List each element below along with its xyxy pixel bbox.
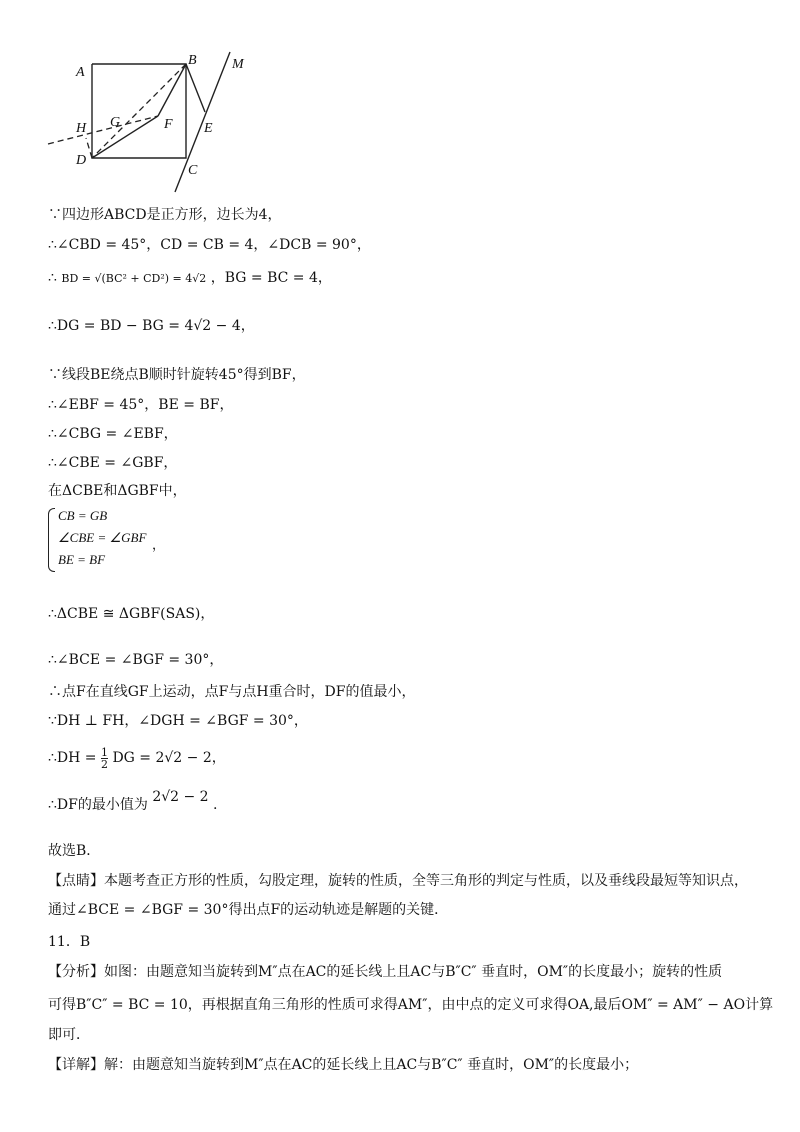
proof-line: ∵线段BE绕点B顺时针旋转45°得到BF， [48,367,306,383]
left-brace [48,508,55,572]
label-b: B [188,53,197,68]
fraction-numerator: 1 [100,745,108,759]
proof-line: ∴∠BCE = ∠BGF = 30°， [48,652,224,668]
label-f: F [164,117,173,132]
label-d: D [76,153,87,168]
system-row: CB = GB [58,508,108,523]
dashed-bd [92,64,186,158]
segment-bf [158,64,186,116]
proof-line: ∴点F在直线GF上运动，点F与点H重合时，DF的值最小， [48,684,416,700]
bd-formula: BD = √(BC² + CD²) = 4√2 [61,272,207,285]
therefore-symbol: ∴ [48,270,57,286]
segment-be [186,64,205,112]
df-min-value: 2√2 − 2 [152,789,209,805]
dh-value: DG = 2√2 − 2， [112,750,226,766]
period: . [213,797,218,813]
proof-line [48,268,332,289]
dashed-dh [86,138,92,158]
system-row: BE = BF [58,552,106,567]
proof-line: ∴∠CBE = ∠GBF， [48,455,178,471]
segment-df [92,116,158,158]
line-cm [175,52,230,192]
proof-line: 在ΔCBE和ΔGBF中， [48,483,187,499]
solution-line: 【详解】解：由题意知当旋转到M″点在AC的延长线上且AC与B″C″ 垂直时，OM″的长度最小； [48,1057,639,1073]
label-a: A [76,65,85,80]
proof-line [48,789,218,815]
label-g: G [110,115,121,130]
proof-line [48,744,226,772]
analysis-line: 【分析】如图：由题意知当旋转到M″点在AC的延长线上且AC与B″C″ 垂直时，OM″的长度最小；旋转的性质 [48,964,723,980]
label-h: H [76,121,87,136]
proof-line: ∴ΔCBE ≅ ΔGBF(SAS)， [48,606,215,622]
geometry-figure [40,46,260,196]
label-c: C [188,163,198,178]
label-e: E [204,121,213,136]
proof-line: ∴∠CBG = ∠EBF， [48,426,178,442]
analysis-line: 可得B″C″ = BC = 10，再根据直角三角形的性质可求得AM″，由中点的定义可求得OA,最后OM″ = AM″ − AO计算 [48,997,774,1013]
system-row: ∠CBE = ∠GBF [58,530,147,545]
bg-equation: ，BG = BC = 4， [210,270,332,286]
question-number: 11．B [48,934,91,950]
system-comma: ， [152,537,166,552]
answer-line: 故选B． [48,843,101,859]
comment-line: 通过∠BCE = ∠BGF = 30°得出点F的运动轨迹是解题的关键． [48,902,449,918]
label-m: M [232,57,244,72]
comment-line: 【点睛】本题考查正方形的性质，勾股定理，旋转的性质，全等三角形的判定与性质，以及垂线段最短等知识点， [48,873,748,889]
dh-label: ∴DH = [48,750,97,766]
proof-line: ∵四边形ABCD是正方形，边长为4， [48,207,282,223]
analysis-line: 即可． [48,1027,90,1043]
proof-line: ∴DG = BD − BG = 4√2 − 4， [48,318,255,334]
proof-line: ∴∠EBF = 45°，BE = BF， [48,397,234,413]
fraction-denominator: 2 [100,757,108,771]
fraction-one-half [101,747,108,770]
proof-line: ∴∠CBD = 45°，CD = CB = 4，∠DCB = 90°， [48,237,371,253]
proof-line: ∵DH ⊥ FH，∠DGH = ∠BGF = 30°， [48,713,308,729]
dashed-hf [48,116,158,144]
df-min-label: ∴DF的最小值为 [48,797,148,813]
